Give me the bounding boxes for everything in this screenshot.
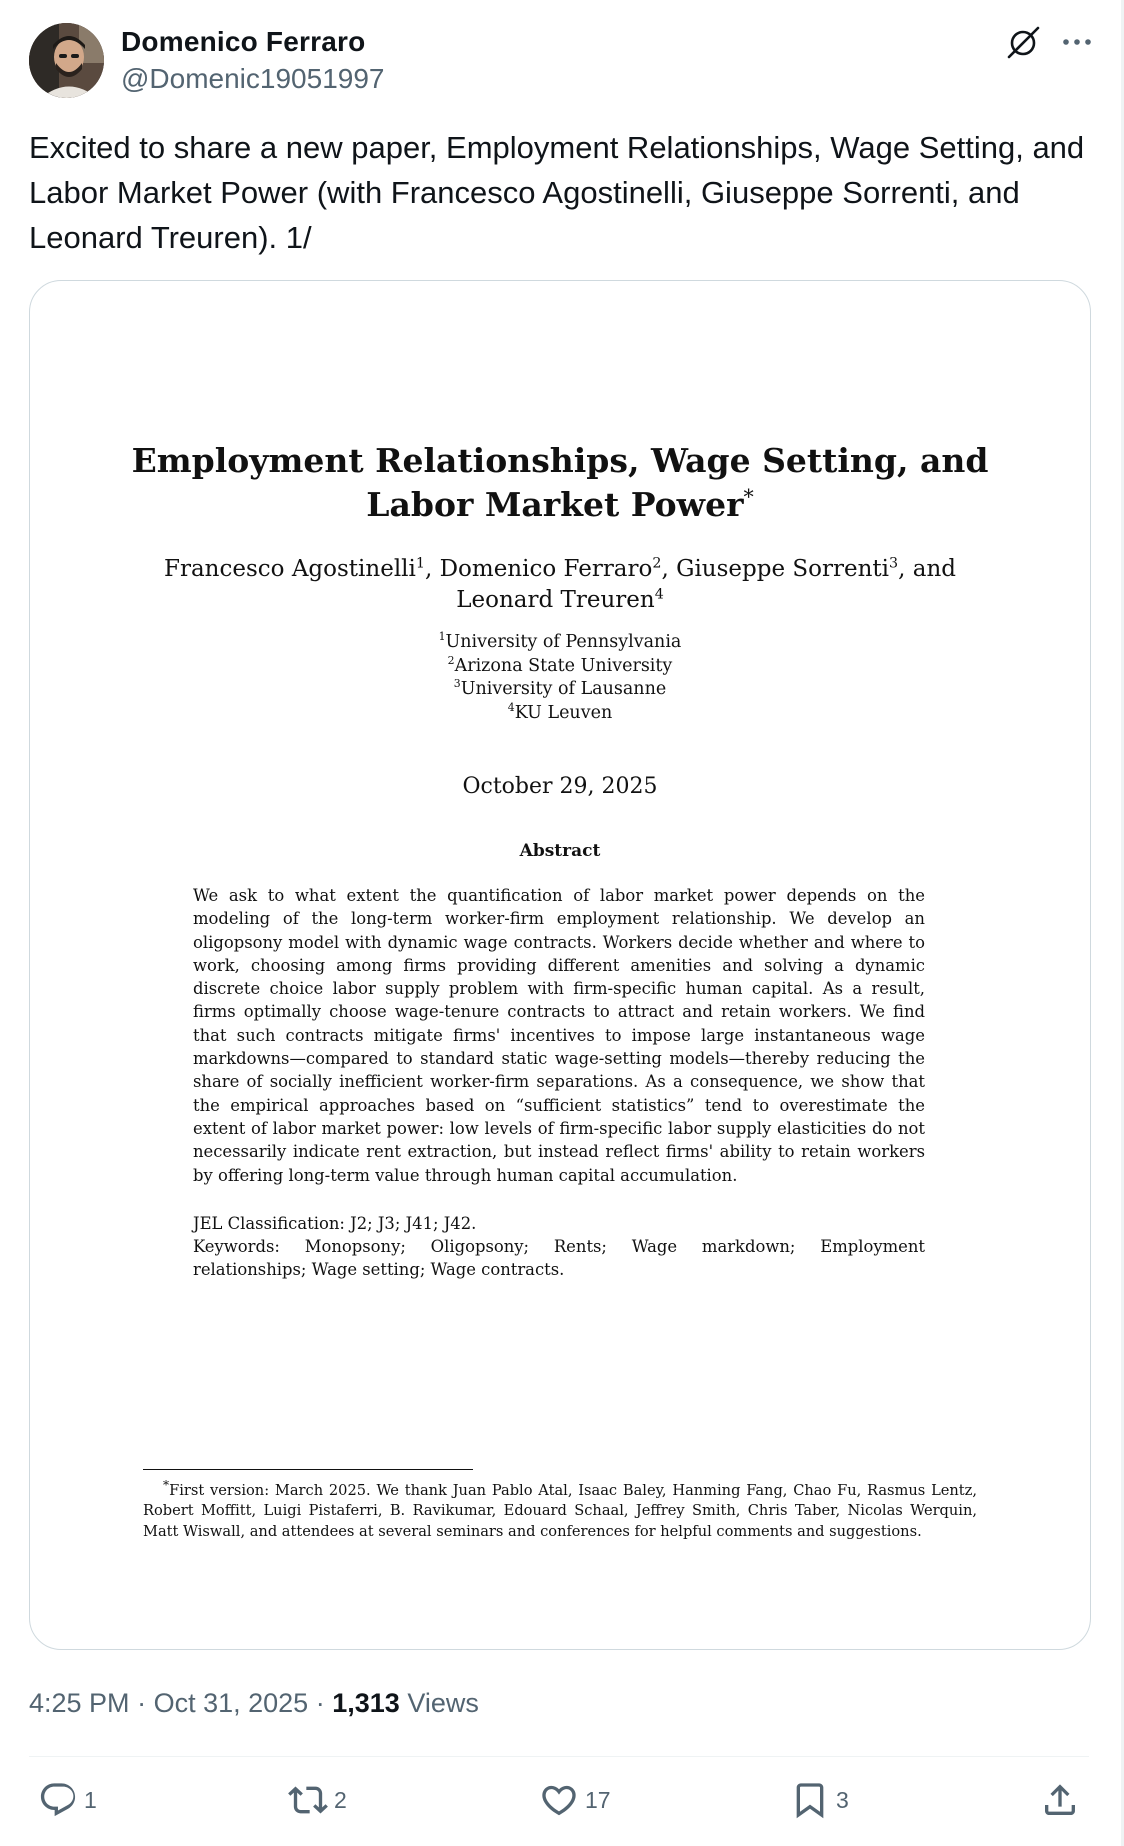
footnote-mark: * xyxy=(163,1478,170,1492)
reply-button[interactable] xyxy=(38,1778,97,1822)
post-time[interactable]: 4:25 PM xyxy=(29,1688,130,1718)
author-separator: , xyxy=(424,556,440,582)
paper-authors xyxy=(140,554,980,616)
views-label: Views xyxy=(407,1688,479,1718)
affiliation xyxy=(360,655,760,679)
affiliation-mark: 1 xyxy=(438,630,446,644)
meta-separator: · xyxy=(137,1688,147,1718)
affiliation-mark: 4 xyxy=(507,700,515,714)
meta-separator: · xyxy=(315,1688,325,1718)
footnote-rule xyxy=(143,1469,473,1470)
like-count: 17 xyxy=(585,1786,611,1813)
share-icon xyxy=(1040,1780,1080,1820)
post-date[interactable]: Oct 31, 2025 xyxy=(153,1688,309,1718)
repost-count: 2 xyxy=(334,1786,347,1813)
paper-title-text: Employment Relationships, Wage Setting, and Labor Market Power xyxy=(131,441,989,524)
footnote-text: First version: March 2025. We thank Juan Pablo Atal, Isaac Baley, Hanming Fang, Chao Fu, Rasmus Lentz, Robert Moffitt, Luigi Pistaferri, B. Ravikumar, Edouard Schaal, Jeffrey Smith, Chris Taber, Nicolas Werquin, Matt Wiswall, and attendees at several seminars and conferences for helpful comments and suggestions. xyxy=(143,1481,977,1540)
paper-title-mark: * xyxy=(743,485,754,509)
media-image[interactable] xyxy=(29,280,1091,1650)
grok-button[interactable] xyxy=(1004,22,1044,62)
affiliation-name: KU Leuven xyxy=(514,702,613,723)
avatar-photo xyxy=(29,23,104,98)
bookmark-button[interactable] xyxy=(790,1778,849,1822)
jel-classification: JEL Classification: J2; J3; J41; J42. xyxy=(193,1214,477,1233)
affiliation-mark: 2 xyxy=(447,653,455,667)
author-separator: , and xyxy=(898,556,956,582)
abstract-heading: Abstract xyxy=(519,841,601,861)
avatar[interactable] xyxy=(29,23,104,98)
bookmark-icon xyxy=(790,1780,830,1820)
author-name: Giuseppe Sorrenti xyxy=(676,556,890,582)
keywords: Keywords: Monopsony; Oligopsony; Rents; Wage markdown; Employment relationships; Wage setting; Wage contracts. xyxy=(193,1237,925,1280)
author-display-name[interactable]: Domenico Ferraro xyxy=(121,26,366,57)
reply-count: 1 xyxy=(84,1786,97,1813)
author-name: Leonard Treuren xyxy=(456,587,655,613)
tweet-text: Excited to share a new paper, Employment Relationships, Wage Setting, and Labor Market Power (with Francesco Agostinelli, Giuseppe Sorrenti, and Leonard Treuren). 1/ xyxy=(29,130,1085,255)
author-mark: 2 xyxy=(652,555,662,572)
abstract-body: We ask to what extent the quantification of labor market power depends on the modeling of the long-term worker-firm employment relationship. We develop an oligopsony model with dynamic wage contracts. Workers decide whether and where to work, choosing among firms providing different amenities and solving a dynamic discrete choice labor supply problem with firm-specific human capital. As a result, firms optimally choose wage-tenure contracts to attract and retain workers. We find that such contracts mitigate firms' incentives to impose large instantaneous wage markdowns—compared to standard static wage-setting models—thereby reducing the share of socially inefficient worker-firm separations. As a consequence, we show that the empirical approaches based on “sufficient statistics” tend to overestimate the extent of labor market power: low levels of firm-specific labor supply elasticities do not necessarily indicate rent extraction, but instead reflect firms' ability to retain workers by offering long-term value through human capital accumulation. xyxy=(193,886,925,1185)
affiliation-mark: 3 xyxy=(453,677,461,691)
affiliation-name: University of Lausanne xyxy=(460,679,667,699)
author-name: Francesco Agostinelli xyxy=(164,556,416,582)
views-count: 1,313 xyxy=(332,1688,400,1718)
affiliation xyxy=(360,631,760,655)
affiliation-name: University of Pennsylvania xyxy=(445,632,682,652)
grok-icon xyxy=(1004,22,1044,62)
paper-first-page xyxy=(30,281,1090,1649)
reply-icon xyxy=(38,1780,78,1820)
footnote xyxy=(143,1475,977,1542)
author-handle[interactable]: @Domenic19051997 xyxy=(121,63,385,94)
heart-icon xyxy=(539,1780,579,1820)
author-mark: 3 xyxy=(889,555,899,572)
action-divider xyxy=(29,1756,1089,1757)
affiliation-name: Arizona State University xyxy=(454,655,673,676)
author-separator: , xyxy=(661,556,677,582)
repost-button[interactable] xyxy=(288,1778,347,1822)
paper-date: October 29, 2025 xyxy=(462,774,658,799)
affiliation xyxy=(360,702,760,726)
more-icon xyxy=(1057,22,1097,62)
affiliation xyxy=(360,678,760,702)
share-button[interactable] xyxy=(1040,1778,1080,1822)
paper-title xyxy=(130,439,990,527)
bookmark-count: 3 xyxy=(836,1786,849,1813)
author-name: Domenico Ferraro xyxy=(439,556,653,582)
like-button[interactable] xyxy=(539,1778,611,1822)
repost-icon xyxy=(288,1780,328,1820)
author-mark: 1 xyxy=(415,555,425,572)
paper-affiliations xyxy=(360,631,760,725)
post-meta xyxy=(29,1688,479,1719)
more-button[interactable] xyxy=(1057,22,1097,62)
author-mark: 4 xyxy=(654,586,664,603)
